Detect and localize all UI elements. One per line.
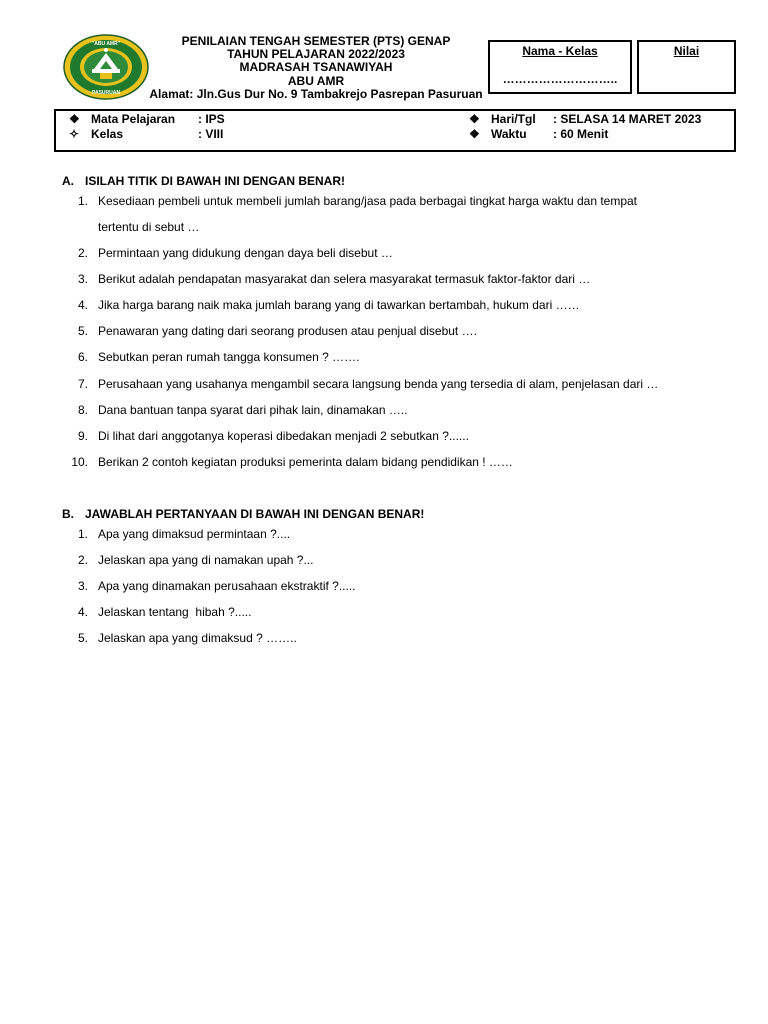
svg-text:"ABU AMR": "ABU AMR" (91, 41, 121, 47)
diamond-bullet-icon: ❖ (469, 127, 480, 141)
class-row (69, 127, 223, 141)
diamond-bullet-icon: ❖ (69, 112, 80, 126)
class-label: Kelas (91, 127, 124, 141)
section-b-letter: B. (62, 507, 74, 521)
score-box[interactable] (637, 40, 736, 94)
star-bullet-icon: ✧ (69, 127, 80, 141)
time-row (469, 127, 608, 141)
time-value: : 60 Menit (553, 127, 609, 141)
school-name: ABU AMR (287, 73, 345, 88)
score-label: Nilai (673, 44, 700, 58)
exam-title: PENILAIAN TENGAH SEMESTER (PTS) GENAP (181, 34, 451, 48)
academic-year: TAHUN PELAJARAN 2022/2023 (227, 47, 405, 62)
subject-value: : IPS (198, 112, 225, 126)
section-b-heading: JAWABLAH PERTANYAAN DI BAWAH INI DENGAN BENAR! (85, 507, 425, 521)
class-value: : VIII (198, 127, 224, 141)
diamond-bullet-icon: ❖ (469, 112, 480, 126)
svg-text:PASURUAN: PASURUAN (92, 90, 120, 96)
name-class-blank: ……………………….. (502, 72, 618, 86)
subject-row (69, 112, 225, 126)
school-address: Alamat: Jln.Gus Dur No. 9 Tambakrejo Pasrepan Pasuruan (149, 86, 483, 101)
question-a-1-continued: tertentu di sebut … (98, 220, 200, 234)
school-type: MADRASAH TSANAWIYAH (239, 60, 393, 75)
section-a-letter: A. (62, 174, 74, 188)
date-value: : SELASA 14 MARET 2023 (553, 112, 702, 126)
date-row (469, 112, 701, 126)
section-b-title (62, 507, 424, 521)
section-a-title (62, 174, 345, 188)
subject-label: Mata Pelajaran (91, 112, 176, 126)
school-header (120, 35, 512, 101)
time-label: Waktu (491, 127, 527, 141)
name-class-label: Nama - Kelas (522, 44, 598, 58)
date-label: Hari/Tgl (491, 112, 536, 126)
section-a-heading: ISILAH TITIK DI BAWAH INI DENGAN BENAR! (85, 174, 345, 188)
name-class-box[interactable] (488, 40, 632, 94)
